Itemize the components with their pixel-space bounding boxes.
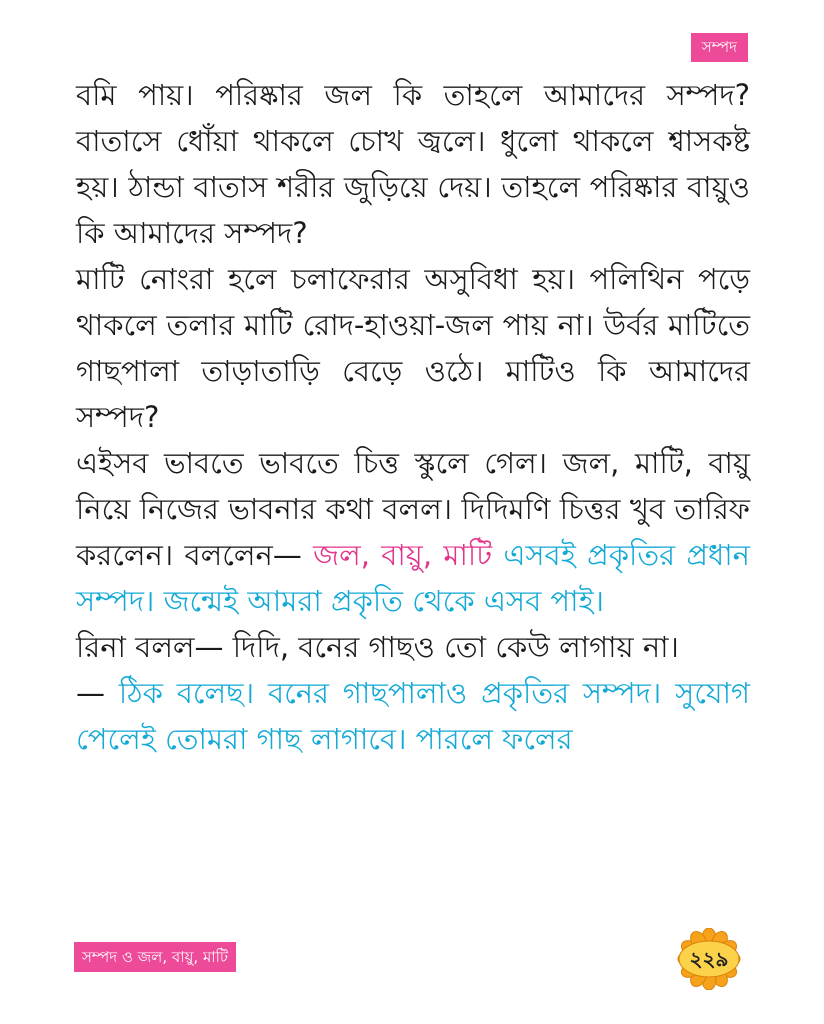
paragraph-2: মাটি নোংরা হলে চলাফেরার অসুবিধা হয়। পলিথিন পড়ে থাকলে তলার মাটি রোদ-হাওয়া-জল পায় না। উর্বর মাটিতে গাছপালা তাড়াতাড়ি বেড়ে ওঠে। মাটিও কি আমাদের সম্পদ? [76, 262, 750, 434]
paragraph-3 [76, 440, 750, 624]
highlight-definition: এসবই প্রকৃতির প্রধান সম্পদ। জন্মেই আমরা প্রকৃতি থেকে এসব পাই। [76, 538, 750, 618]
paragraph-3-text: এইসব ভাবতে ভাবতে চিত্ত স্কুলে গেল। জল, মাটি, বায়ু নিয়ে নিজের ভাবনার কথা বলল। দিদিমণি চিত্তর খুব তারিফ করলেন। বললেন— [76, 446, 750, 572]
page-number-badge [664, 928, 754, 990]
highlight-dialogue: ঠিক বলেছ। বনের গাছপালাও প্রকৃতির সম্পদ। সুযোগ পেলেই তোমরা গাছ লাগাবে। পারলে ফলের [76, 676, 751, 756]
chapter-tag: সম্পদ [691, 33, 748, 62]
paragraph-1: বমি পায়। পরিষ্কার জল কি তাহলে আমাদের সম্পদ? বাতাসে ধোঁয়া থাকলে চোখ জ্বলে। ধুলো থাকলে শ্বাসকষ্ট হয়। ঠান্ডা বাতাস শরীর জুড়িয়ে দেয়। তাহলে পরিষ্কার বায়ুও কি আমাদের সম্পদ? [76, 78, 750, 250]
paragraph-4: রিনা বলল— দিদি, বনের গাছও তো কেউ লাগায় না। [76, 630, 679, 664]
paragraph-5 [76, 670, 750, 762]
page-body [76, 72, 750, 762]
dialogue-dash: — [76, 676, 119, 710]
footer-chapter-title: সম্পদ ও জল, বায়ু, মাটি [74, 942, 236, 972]
highlight-elements: জল, বায়ু, মাটি [313, 538, 493, 572]
page-number: ২২৯ [689, 947, 729, 971]
